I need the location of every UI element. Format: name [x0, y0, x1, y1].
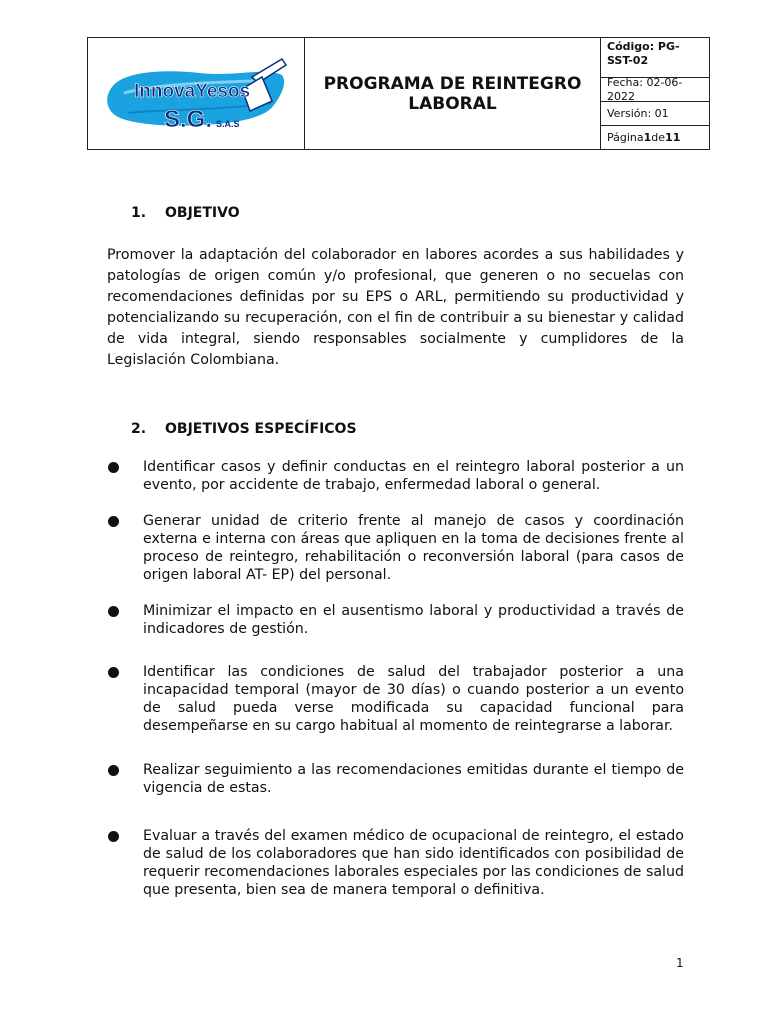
bullet-icon	[107, 602, 119, 620]
page-total: 11	[665, 130, 681, 144]
logo-text-line3: S.A.S	[216, 118, 240, 129]
list-item	[107, 761, 684, 797]
page-number: 1	[676, 956, 684, 970]
innovayesos-logo-icon	[104, 53, 288, 135]
bullet-icon	[107, 512, 119, 530]
section-2-heading	[131, 421, 357, 437]
company-logo	[88, 38, 305, 149]
list-item	[107, 512, 684, 584]
logo-text-line1: InnovaYesos	[134, 80, 251, 102]
section-1-heading	[131, 205, 240, 221]
document-date: Fecha: 02-06-2022	[601, 78, 709, 102]
logo-text-line2: S.G.	[164, 105, 213, 133]
section-2-number: 2.	[131, 421, 147, 437]
section-1-paragraph: Promover la adaptación del colaborador en labores acordes a sus habilidades y patologías de origen común y/o profesional, que generen o no secuelas con recomendaciones definidas por su EPS o ARL, permitiendo su productividad y potencializando su recuperación, con el fin de contribuir a su bienestar y calidad de vida integral, siendo responsables socialmente y cumplidores de la Legislación Colombiana.	[107, 247, 684, 368]
document-page-count	[601, 126, 709, 149]
bullet-icon	[107, 827, 119, 845]
list-item	[107, 663, 684, 735]
bullet-icon	[107, 663, 119, 681]
document-title: PROGRAMA DE REINTEGRO LABORAL	[305, 38, 601, 149]
section-1-number: 1.	[131, 205, 147, 221]
section-1-title: OBJETIVO	[165, 205, 240, 221]
list-item-text: Evaluar a través del examen médico de ocupacional de reintegro, el estado de salud de los colaboradores que han sido identificados con posibilidad de requerir recomendaciones laborales especiales por las condiciones de salud que presenta, bien sea de manera temporal o definitiva.	[143, 828, 684, 898]
page-current: 1	[643, 130, 652, 144]
list-item-text: Identificar casos y definir conductas en el reintegro laboral posterior a un evento, por accidente de trabajo, enfermedad laboral o general.	[143, 459, 684, 493]
document-version: Versión: 01	[601, 102, 709, 126]
list-item	[107, 827, 684, 899]
page-prefix: Página	[607, 130, 644, 144]
bullet-icon	[107, 458, 119, 476]
document-code: Código: PG-SST-02	[601, 38, 709, 78]
list-item	[107, 602, 684, 638]
list-item-text: Minimizar el impacto en el ausentismo laboral y productividad a través de indicadores de gestión.	[143, 603, 684, 637]
list-item	[107, 458, 684, 494]
document-header	[87, 37, 710, 150]
bullet-icon	[107, 761, 119, 779]
list-item-text: Generar unidad de criterio frente al manejo de casos y coordinación externa e interna con áreas que apliquen en la toma de decisiones frente al proceso de reintegro, rehabilitación o reconversión laboral (para casos de origen laboral AT- EP) del personal.	[143, 513, 684, 583]
list-item-text: Realizar seguimiento a las recomendaciones emitidas durante el tiempo de vigencia de estas.	[143, 762, 684, 796]
section-2-title: OBJETIVOS ESPECÍFICOS	[165, 421, 357, 437]
document-meta	[601, 38, 709, 149]
list-item-text: Identificar las condiciones de salud del trabajador posterior a una incapacidad temporal (mayor de 30 días) o cuando posterior a un evento de salud pueda verse modificada su capacidad funcional para desempeñarse en su cargo habitual al momento de reintegrarse a laborar.	[143, 664, 684, 734]
page-mid: de	[651, 130, 666, 144]
